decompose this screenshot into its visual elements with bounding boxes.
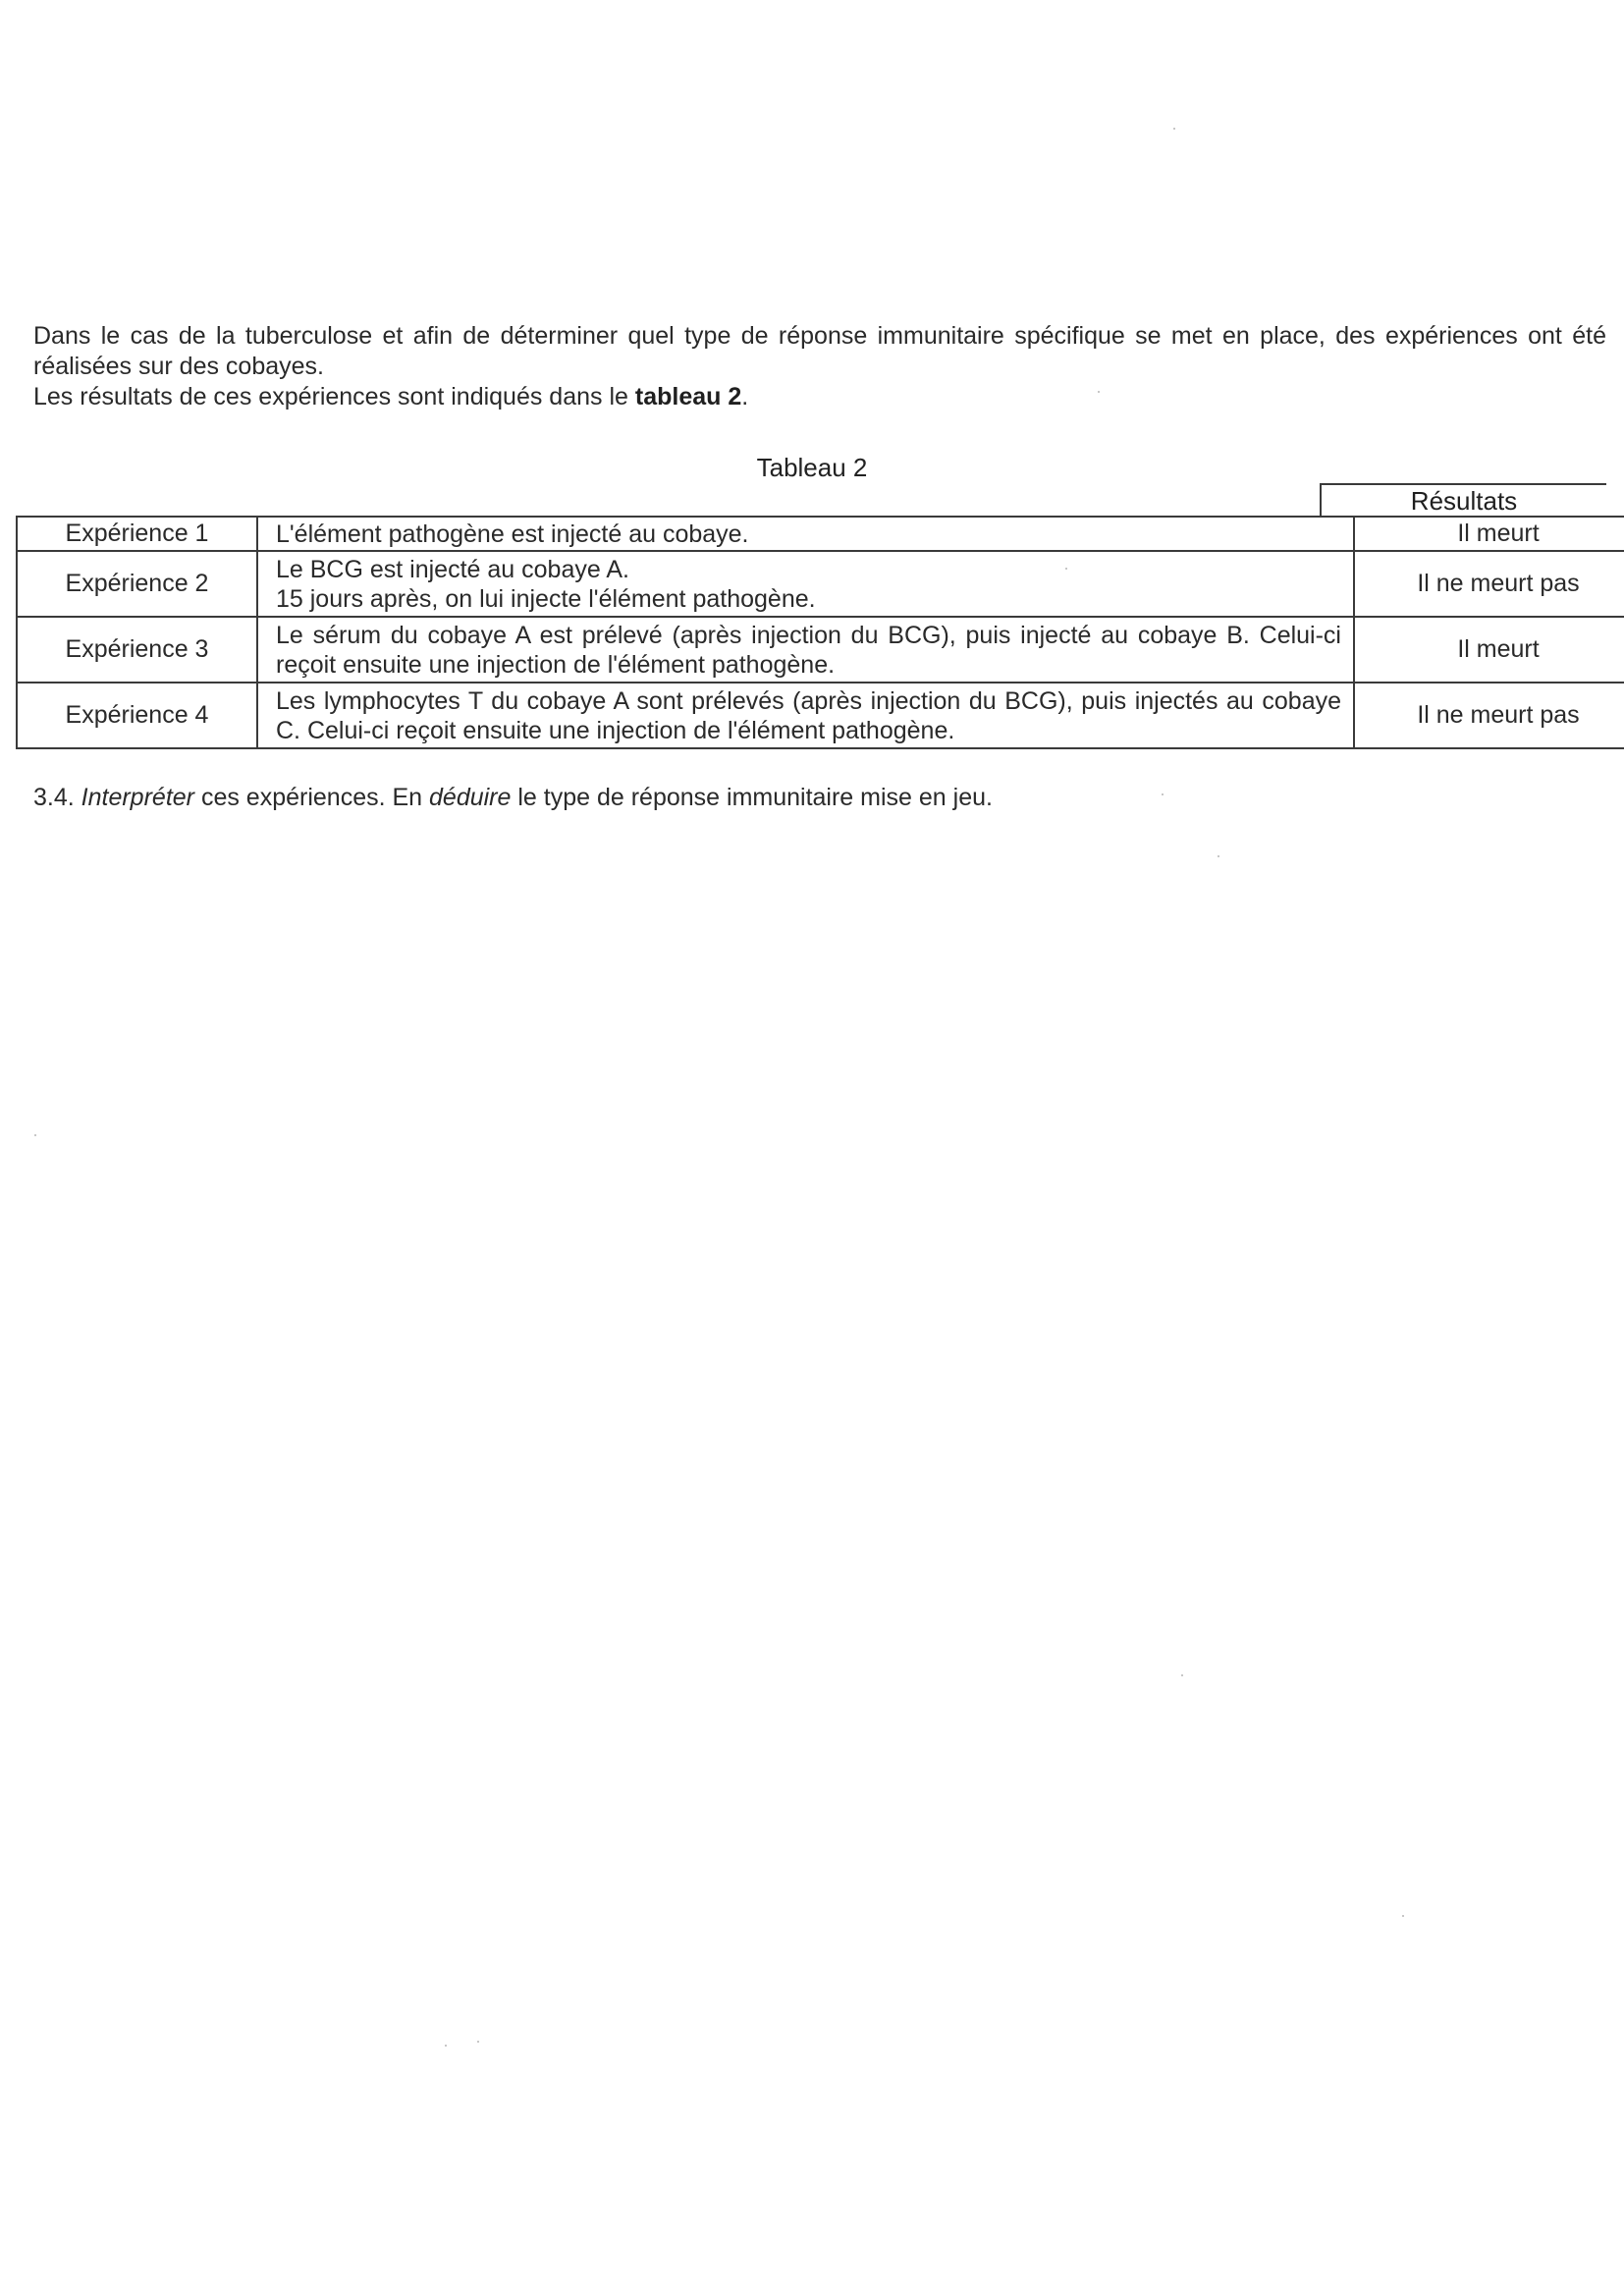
description-line: L'élément pathogène est injecté au cobaye. xyxy=(276,519,749,548)
question-text-2: le type de réponse immunitaire mise en jeu. xyxy=(511,784,993,811)
experiment-result: Il ne meurt pas xyxy=(1354,683,1624,748)
intro-table-reference: tableau 2 xyxy=(634,383,742,410)
intro-line-1: Dans le cas de la tuberculose et afin de déterminer quel type de réponse immunitaire spécifique se met en place, des expériences ont été réalisées sur des cobayes. xyxy=(33,322,1606,380)
intro-paragraph xyxy=(33,321,1606,412)
experiment-result: Il ne meurt pas xyxy=(1354,551,1624,617)
results-column-header: Résultats xyxy=(1320,483,1606,516)
question-number: 3.4. xyxy=(33,784,81,811)
description-line: Le sérum du cobaye A est prélevé (après injection du BCG), puis injecté au cobaye B. Celui-ci reçoit ensuite une injection de l'élément pathogène. xyxy=(276,621,1341,679)
experiment-label: Expérience 4 xyxy=(17,683,257,748)
question-verb-interpreter: Interpréter xyxy=(81,784,194,811)
table-row xyxy=(17,551,1624,617)
experiment-description xyxy=(257,617,1354,683)
experiment-label: Expérience 1 xyxy=(17,517,257,551)
intro-line-2 xyxy=(33,382,1606,412)
experiment-description xyxy=(257,517,1354,551)
table-row xyxy=(17,683,1624,748)
scan-speck xyxy=(477,2041,479,2043)
scan-speck xyxy=(34,1134,36,1136)
experiment-description xyxy=(257,551,1354,617)
question-text-1: ces expériences. En xyxy=(194,784,430,811)
experiment-result: Il meurt xyxy=(1354,517,1624,551)
question-3-4 xyxy=(33,783,993,813)
scan-speck xyxy=(1098,391,1100,393)
intro-line-2-prefix: Les résultats de ces expériences sont indiqués dans le xyxy=(33,383,635,410)
table-caption: Tableau 2 xyxy=(756,453,868,482)
experiment-label: Expérience 2 xyxy=(17,551,257,617)
scan-speck xyxy=(1173,128,1175,130)
scan-speck xyxy=(445,2045,447,2047)
experiment-label: Expérience 3 xyxy=(17,617,257,683)
scan-speck xyxy=(1181,1674,1183,1676)
table-row xyxy=(17,517,1624,551)
question-verb-deduire: déduire xyxy=(429,784,512,811)
experiment-result: Il meurt xyxy=(1354,617,1624,683)
table-row xyxy=(17,617,1624,683)
description-line: Le BCG est injecté au cobaye A. xyxy=(276,555,629,583)
experiment-description xyxy=(257,683,1354,748)
scan-speck xyxy=(1162,793,1164,795)
description-line: 15 jours après, on lui injecte l'élément pathogène. xyxy=(276,584,816,613)
scan-speck xyxy=(1065,568,1067,570)
description-line: Les lymphocytes T du cobaye A sont prélevés (après injection du BCG), puis injectés au cobaye C. Celui-ci reçoit ensuite une injection de l'élément pathogène. xyxy=(276,686,1341,744)
experiments-table xyxy=(16,516,1624,749)
scan-speck xyxy=(1218,855,1219,857)
intro-line-2-suffix: . xyxy=(741,383,749,410)
scan-speck xyxy=(1402,1915,1404,1917)
